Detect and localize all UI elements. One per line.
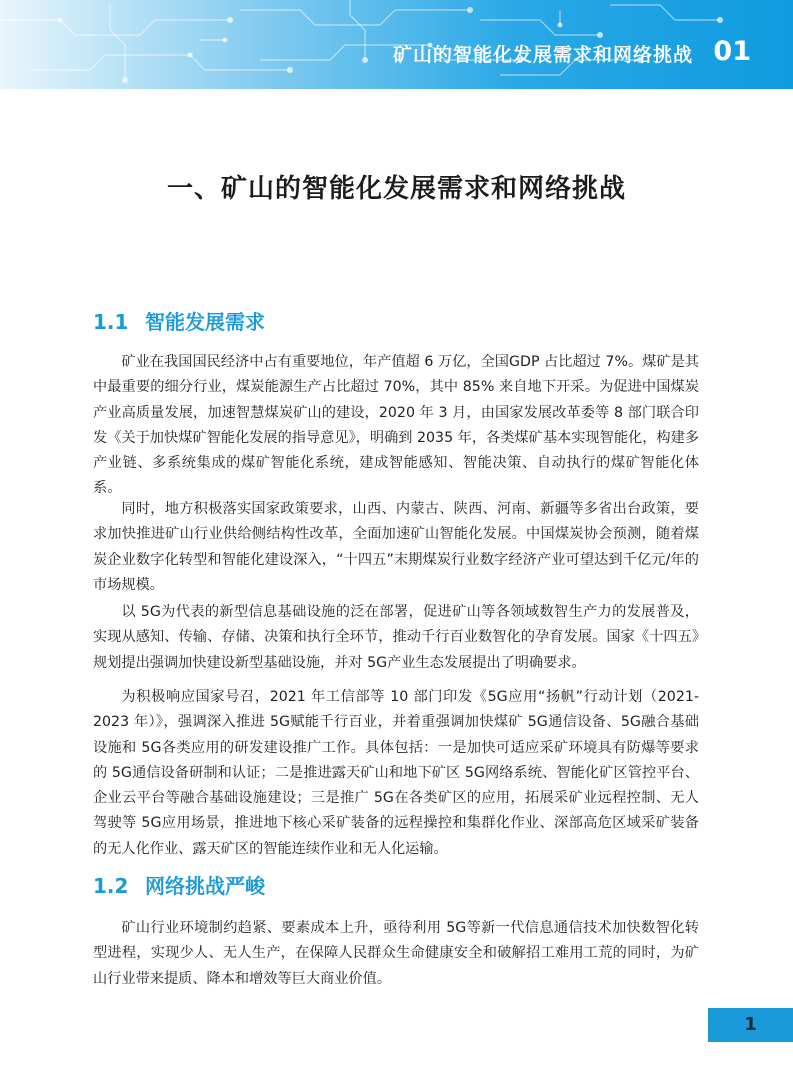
section-heading xyxy=(93,306,265,335)
body-paragraph: 矿业在我国国民经济中占有重要地位，年产值超 6 万亿，全国GDP 占比超过 7%。煤矿是其中最重要的细分行业，煤炭能源生产占比超过 70%，其中 85% 来自地下开采。为促进中国煤炭产业高质量发展，加速智慧煤炭矿山的建设，2020 年 3 月，由国家发展改革委等 8 部门联合印发《关于加快煤矿智能化发展的指导意见》，明确到 2035 年，各类煤矿基本实现智能化，构建多产业链、多系统集成的煤矿智能化系统，建成智能感知、智能决策、自动执行的煤矿智能化体系。 xyxy=(93,354,699,497)
section-title: 网络挑战严峻 xyxy=(145,874,265,898)
header-title: 矿山的智能化发展需求和网络挑战 xyxy=(392,44,693,66)
body-paragraph: 为积极响应国家号召，2021 年工信部等 10 部门印发《5G应用“扬帆”行动计划（2021-2023 年）》，强调深入推进 5G赋能千行百业，并着重强调加快煤矿 5G通信设备、5G融合基础设施和 5G各类应用的研发建设推广工作。具体包括：一是加快可适应采矿环境具有防爆等要求的 5G通信设备研制和认证；二是推进露天矿山和地下矿区 5G网络系统、智能化矿区管控平台、企业云平台等融合基础设施建设；三是推广 5G在各类矿区的应用，拓展采矿业远程控制、无人驾驶等 5G应用场景，推进地下核心采矿装备的远程操控和集群化作业、深部高危区域采矿装备的无人化作业、露天矿区的智能连续作业和无人化运输。 xyxy=(93,689,699,857)
body-paragraph: 同时，地方积极落实国家政策要求，山西、内蒙古、陕西、河南、新疆等多省出台政策，要求加快推进矿山行业供给侧结构性改革，全面加速矿山智能化发展。中国煤炭协会预测，随着煤炭企业数字化转型和智能化建设深入，“十四五”末期煤炭行业数字经济产业可望达到千亿元/年的市场规模。 xyxy=(93,501,699,593)
section-title: 智能发展需求 xyxy=(145,310,265,334)
header-banner xyxy=(0,0,793,89)
section-number: 1.1 xyxy=(93,310,129,334)
page-number: 1 xyxy=(708,1008,793,1042)
page-title: 一、矿山的智能化发展需求和网络挑战 xyxy=(166,174,626,204)
body-paragraph: 矿山行业环境制约趋紧、要素成本上升，亟待利用 5G等新一代信息通信技术加快数智化转型进程，实现少人、无人生产，在保障人民群众生命健康安全和破解招工难用工荒的同时，为矿山行业带来提质、降本和增效等巨大商业价值。 xyxy=(93,920,699,987)
body-paragraph: 以 5G为代表的新型信息基础设施的泛在部署，促进矿山等各领域数智生产力的发展普及，实现从感知、传输、存储、决策和执行全环节，推动千行百业数智化的孕育发展。国家《十四五》规划提出强调加快建设新型基础设施，并对 5G产业生态发展提出了明确要求。 xyxy=(93,604,699,671)
section-heading xyxy=(93,870,265,899)
section-number: 1.2 xyxy=(93,874,129,898)
chapter-number: 01 xyxy=(713,36,751,67)
